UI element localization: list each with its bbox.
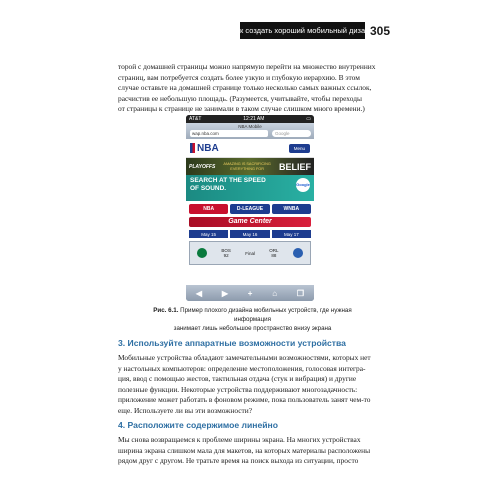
google-search-field: Google bbox=[272, 130, 311, 137]
game-status: Final bbox=[245, 250, 255, 256]
score-card bbox=[189, 241, 311, 265]
team-away bbox=[269, 248, 278, 258]
add-icon: + bbox=[247, 288, 253, 298]
league-tabs bbox=[186, 201, 314, 217]
text-line: рядом друг с другом. Не тратьте время на поиск выхода из ситуации, просто bbox=[118, 456, 359, 466]
google-ad-banner bbox=[186, 175, 314, 201]
text-line: торой с домашней страницы можно напрямую перейти на множество внутренних bbox=[118, 62, 376, 71]
section-heading-4: 4. Расположите содержимое линейно bbox=[118, 420, 278, 430]
game-center-bar: Game Center bbox=[189, 217, 311, 227]
text-line: случае оставьте на домашней странице только несколько самых важных ссылок, bbox=[118, 83, 372, 93]
text-line: расчистив ее небольшую площадь. (Разумеется, учитывайте, чтобы переходы bbox=[118, 93, 362, 103]
text-line: Мы снова возвращаемся к проблеме ширины экрана. На многих устройствах bbox=[118, 435, 361, 444]
text-line: от страницы к странице не занимали в таком случае слишком много времени.) bbox=[118, 104, 365, 114]
pages-icon: ❐ bbox=[296, 288, 305, 298]
text-line: Мобильные устройства обладают замечательными возможностями, которых нет bbox=[118, 353, 371, 362]
caption-line bbox=[140, 306, 365, 324]
text-line: страниц, вам потребуется создать более узкую и глубокую иерархию. В этом bbox=[118, 72, 360, 82]
team-name: BOS bbox=[221, 248, 231, 253]
bookmarks-icon: ⌂ bbox=[272, 288, 278, 298]
date-item: May 17 bbox=[272, 230, 311, 238]
time-label: 12:21 AM bbox=[243, 116, 265, 122]
magic-logo-icon bbox=[293, 248, 303, 258]
date-selector bbox=[189, 230, 311, 238]
date-item: May 15 bbox=[189, 230, 228, 238]
celtics-logo-icon bbox=[197, 248, 207, 258]
text-line: у настольных компьютеров: определение местоположения, голосовая интегра- bbox=[118, 363, 366, 373]
caption-number: Рис. 6.1. bbox=[153, 307, 179, 314]
phone-web-content bbox=[186, 139, 314, 285]
team-score: 92 bbox=[223, 253, 229, 258]
date-item: May 16 bbox=[230, 230, 269, 238]
browser-address-bar bbox=[186, 123, 314, 140]
playoffs-banner bbox=[186, 158, 314, 175]
running-title: Как создать хороший мобильный дизайн bbox=[231, 26, 374, 35]
menu-button: Menu bbox=[289, 144, 310, 153]
nba-logo-text: NBA bbox=[197, 142, 219, 154]
caption-line: занимает лишь небольшое пространство внизу экрана bbox=[173, 325, 332, 332]
team-home bbox=[221, 248, 231, 258]
figure-caption bbox=[140, 306, 365, 333]
ad-line: SEARCH AT THE SPEED bbox=[190, 177, 266, 184]
running-header bbox=[231, 22, 374, 39]
phone-screenshot-figure bbox=[186, 115, 314, 301]
browser-page-title: NBA Mobile bbox=[238, 124, 262, 129]
tab-nba: NBA bbox=[189, 204, 228, 214]
carrier-label: AT&T bbox=[189, 116, 202, 122]
google-badge: Google bbox=[296, 178, 310, 192]
nba-header bbox=[186, 139, 314, 158]
paragraph-intro bbox=[118, 62, 384, 115]
text-line: ция, ввод с помощью жестов, тактильная отдача (стук и вибрация) и другие bbox=[118, 374, 357, 384]
tab-wnba: WNBA bbox=[272, 204, 311, 214]
forward-icon: ▶ bbox=[221, 288, 228, 298]
team-name: ORL bbox=[269, 248, 279, 253]
paragraph-section4 bbox=[118, 435, 384, 467]
team-score: 88 bbox=[271, 253, 277, 258]
tab-d-league: D-LEAGUE bbox=[230, 204, 269, 214]
playoffs-label: PLAYOFFS bbox=[189, 163, 216, 170]
banner-slogan: AMAZING IS SACRIFICING EVERYTHING FOR bbox=[223, 162, 271, 171]
text-line: ширина экрана слишком мала для макетов, на которых материалы расположены bbox=[118, 445, 371, 455]
nba-logo-icon bbox=[190, 143, 195, 153]
text-line: полезные функции. Некоторые устройства поддерживают многозадачность: bbox=[118, 384, 358, 394]
ad-line: OF SOUND. bbox=[190, 184, 227, 192]
text-line: приложение может работать в фоновом режиме, пока пользователь занят чем-то bbox=[118, 395, 371, 405]
browser-toolbar bbox=[186, 285, 314, 301]
nba-logo bbox=[190, 143, 219, 154]
url-field: wap.nba.com bbox=[190, 130, 268, 137]
caption-text: Пример плохого дизайна мобильных устройств, где нужная информация bbox=[180, 307, 352, 323]
phone-status-bar bbox=[186, 115, 314, 123]
back-icon: ◀ bbox=[195, 288, 203, 298]
battery-icon: ▭ bbox=[306, 116, 311, 122]
section-heading-3: 3. Используйте аппаратные возможности устройства bbox=[118, 338, 346, 348]
text-line: еще. Используете ли вы эти возможности? bbox=[118, 405, 252, 415]
belief-label: BELIEF bbox=[278, 161, 311, 172]
page-number: 305 bbox=[370, 23, 391, 38]
paragraph-section3 bbox=[118, 353, 384, 417]
